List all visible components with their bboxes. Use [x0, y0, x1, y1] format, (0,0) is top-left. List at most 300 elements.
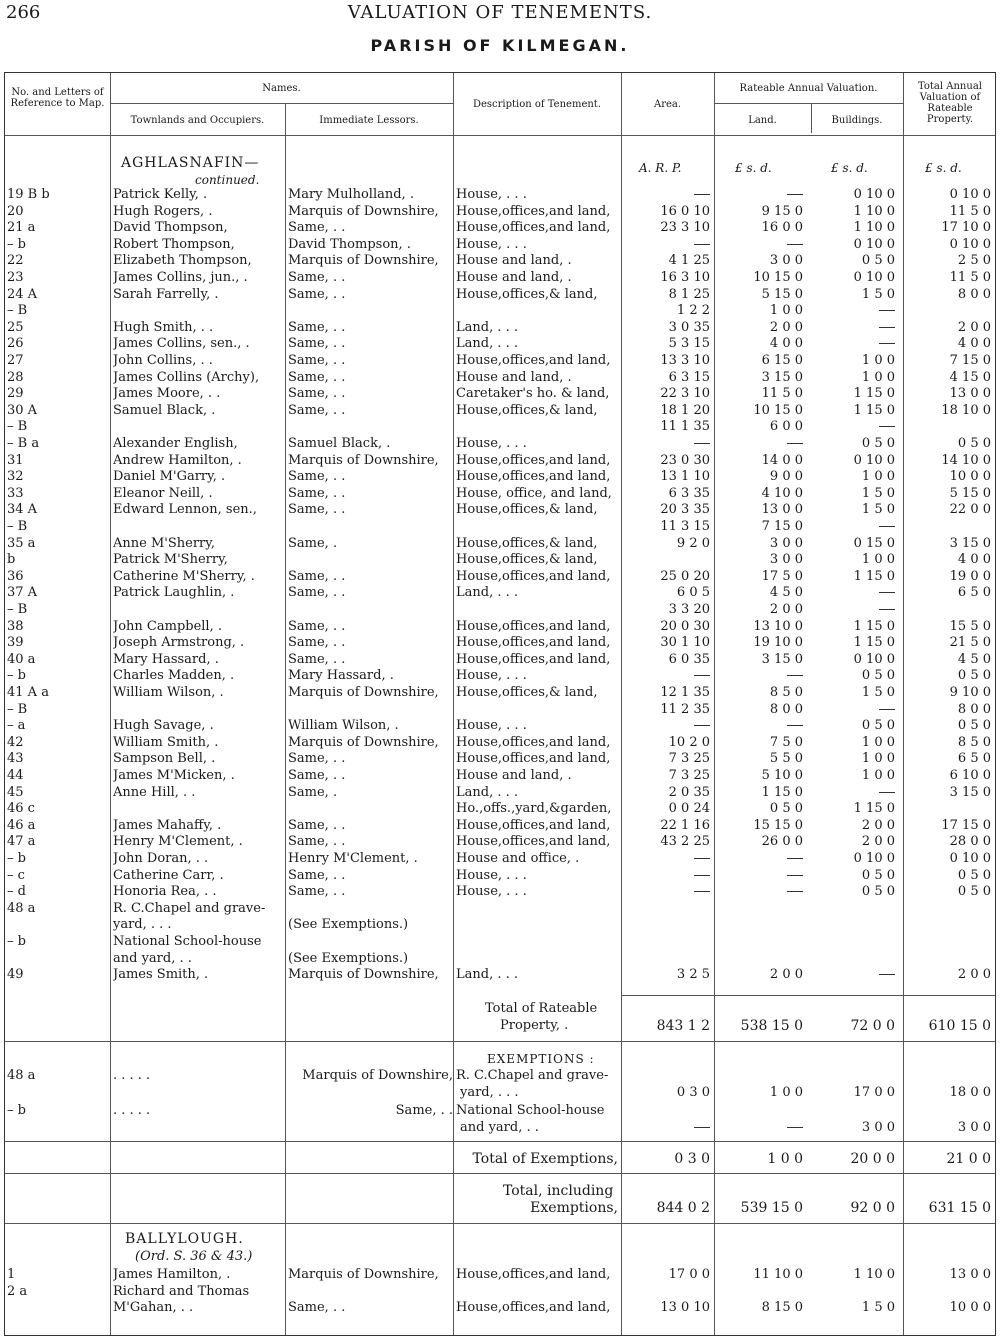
land-cell: [714, 718, 811, 735]
lessor-cell: Same, . .: [395, 1103, 453, 1118]
land-cell: 6 0 0: [769, 419, 803, 435]
description-cell: House,offices,and land,: [456, 1300, 611, 1316]
description-cell: House,offices,and land,: [456, 618, 611, 634]
lessors-header: Immediate Lessors.: [319, 115, 419, 126]
land-cell: [714, 187, 811, 204]
townland-continued: continued.: [195, 173, 260, 187]
ref-cell: 39: [7, 635, 24, 651]
occupier-cell: National School-house: [113, 934, 262, 949]
land-cell: 15 15 0: [753, 817, 803, 833]
buildings-cell: 1 5 0: [861, 502, 895, 518]
ref-cell: 38: [7, 618, 24, 634]
description-cell: House and land, .: [456, 270, 572, 285]
occupier-cell: Anne M'Sherry,: [113, 535, 215, 551]
total-cell: 0 5 0: [957, 668, 991, 684]
area-cell: 18 1 20: [660, 402, 710, 418]
area-cell: 13 0 10: [660, 1300, 710, 1316]
table-row: [5, 668, 995, 685]
ref-cell: 34 A: [7, 502, 38, 518]
description-cell: House,offices,and land,: [456, 734, 611, 750]
area-cell: 5 3 15: [668, 336, 710, 352]
land-cell: 9 0 0: [769, 469, 803, 485]
description-cell: Land, . . .: [456, 967, 519, 983]
description-cell: House,offices,& land,: [456, 552, 598, 568]
total-cell: 13 0 0: [949, 386, 991, 402]
description-cell: House,offices,and land,: [456, 751, 611, 767]
area-cell: 3 3 20: [668, 602, 710, 617]
description-cell: Land, . . .: [456, 585, 519, 601]
dash-mark: [879, 709, 895, 710]
ref-cell: – B: [7, 419, 28, 435]
table-row: [5, 635, 995, 652]
description-cell: House, . . .: [456, 718, 527, 734]
area-cell: 10 2 0: [668, 734, 710, 750]
lessor-cell: Same, . .: [288, 502, 346, 518]
buildings-cell: 1 0 0: [861, 768, 895, 783]
table-row: [5, 818, 995, 835]
description-cell: House and land, .: [456, 369, 572, 385]
land-cell: 6 15 0: [761, 353, 803, 368]
lessor-cell: Same, . .: [288, 884, 346, 900]
land-cell: 0 5 0: [769, 801, 803, 817]
dash-mark: [787, 194, 803, 195]
ref-cell: 36: [7, 568, 24, 584]
lessor-cell: Marquis of Downshire,: [288, 452, 439, 468]
occupier-cell: Sampson Bell, .: [113, 751, 216, 767]
land-cell: 8 5 0: [769, 685, 803, 700]
total-cell: 5 15 0: [949, 485, 991, 501]
lessor-cell: Same, . .: [288, 834, 346, 850]
ref-cell: 48 a: [7, 900, 36, 916]
area-cell: 20 3 35: [660, 502, 710, 518]
total-area: 843 1 2: [656, 1018, 710, 1034]
occupier-cell: James Smith, .: [113, 967, 209, 983]
land-cell: 13 0 0: [761, 502, 803, 518]
description-cell: House,offices,and land,: [456, 635, 611, 651]
exemption-row: [5, 1068, 995, 1085]
area-cell: 6 3 15: [668, 369, 710, 385]
exemption-row: [5, 1103, 995, 1120]
lessor-cell: William Wilson, .: [288, 718, 399, 734]
table-row: [5, 801, 995, 818]
occupiers-header: Townlands and Occupiers.: [130, 115, 265, 126]
buildings-cell: [811, 519, 903, 536]
occupier-cell: James Collins, sen., .: [113, 336, 250, 352]
table-row: [5, 486, 995, 503]
ref-cell: 21 a: [7, 220, 36, 236]
occupier-cell: James Moore, . .: [113, 386, 221, 402]
exemption-row-cont: [5, 1120, 995, 1137]
valuation-header: Rateable Annual Valuation.: [739, 83, 878, 94]
ref-cell: – c: [7, 867, 25, 883]
area-cell: 43 2 25: [660, 834, 710, 850]
total-cell: 11 5 0: [949, 270, 991, 285]
total-cell: 2 0 0: [957, 967, 991, 983]
total-cell: 9 10 0: [949, 685, 991, 700]
table-row: [5, 502, 995, 519]
total-cell: 4 15 0: [949, 369, 991, 385]
land-cell: 5 15 0: [761, 286, 803, 302]
buildings-cell: 0 5 0: [861, 436, 895, 451]
occupier-cell: Catherine M'Sherry, .: [113, 568, 255, 584]
table-row: [5, 602, 995, 619]
land-cell: 3 15 0: [761, 651, 803, 667]
occupier-cell: James M'Micken, .: [113, 768, 235, 783]
total-cell: 3 0 0: [957, 1119, 991, 1135]
table-row: [5, 718, 995, 735]
buildings-cell: 2 0 0: [861, 834, 895, 850]
total-land: 538 15 0: [740, 1018, 803, 1034]
total-cell: 0 5 0: [957, 436, 991, 451]
buildings-cell: 0 5 0: [861, 668, 895, 684]
ref-cell: 26: [7, 336, 24, 352]
occupier-cell: Elizabeth Thompson,: [113, 253, 252, 269]
section-rule: [5, 1041, 995, 1042]
buildings-cell: [811, 585, 903, 602]
ref-cell: – B: [7, 701, 28, 717]
occupier-cell: Andrew Hamilton, .: [113, 452, 242, 468]
buildings-cell: [811, 303, 903, 320]
buildings-cell: 1 5 0: [861, 1300, 895, 1316]
land-units: £ s. d.: [735, 161, 772, 175]
table-row: [5, 453, 995, 470]
table-row: [5, 1267, 995, 1284]
townland2-name: BALLYLOUGH.: [125, 1231, 244, 1247]
lessor-cell: Same, . .: [288, 270, 346, 285]
total-header: Total Annual Valuation of Rateable Property.: [918, 81, 982, 125]
buildings-header: Buildings.: [831, 115, 883, 126]
total-exemptions-label: Total of Exemptions,: [472, 1151, 618, 1167]
total-cell: 0 10 0: [949, 851, 991, 866]
exemptions-heading: EXEMPTIONS :: [487, 1052, 595, 1066]
table-row: [5, 934, 995, 951]
area-units: A. R. P.: [639, 161, 682, 175]
ref-cell: – b: [7, 236, 26, 252]
dash-mark: [879, 426, 895, 427]
land-cell: 9 15 0: [761, 203, 803, 219]
occupier-cell: Edward Lennon, sen.,: [113, 502, 257, 518]
section-rule: [5, 1141, 995, 1142]
ref-cell: 20: [7, 203, 24, 219]
table-row: [5, 652, 995, 669]
header-bottom: [5, 135, 995, 136]
occupier-cell: M'Gahan, . .: [113, 1300, 194, 1316]
table-row: [5, 536, 995, 553]
ref-cell: 29: [7, 386, 24, 402]
occupier-cell: Samuel Black, .: [113, 402, 216, 418]
total-cell: 11 5 0: [949, 203, 991, 219]
total-cell: 2 0 0: [957, 319, 991, 335]
buildings-cell: 3 0 0: [861, 1119, 895, 1135]
ref-cell: 1: [7, 1267, 16, 1282]
area-cell: 3 2 5: [676, 967, 710, 983]
description-cell: House and land, .: [456, 253, 572, 269]
ref-cell: 42: [7, 734, 24, 750]
description-cell: House, . . .: [456, 236, 527, 252]
area-cell: 22 3 10: [660, 386, 710, 402]
total-cell: 13 0 0: [949, 1267, 991, 1282]
table-row: [5, 336, 995, 353]
lessor-cell: Same, . .: [288, 618, 346, 634]
area-cell: [624, 436, 714, 453]
table-row: [5, 917, 995, 934]
occupier-cell: Honoria Rea, . .: [113, 884, 217, 900]
table-row: [5, 220, 995, 237]
area-cell: 11 2 35: [660, 701, 710, 717]
land-cell: 16 0 0: [761, 220, 803, 236]
lessor-cell: Same, . .: [288, 319, 346, 335]
ref-cell: – b: [7, 1103, 26, 1118]
table-row: [5, 187, 995, 204]
total-cell: 8 0 0: [957, 701, 991, 717]
total-cell: 28 0 0: [949, 834, 991, 850]
land-cell: 17 5 0: [761, 568, 803, 584]
lessor-cell: Same, . .: [288, 336, 346, 352]
lessor-cell: Same, . .: [288, 585, 346, 601]
total-cell: 3 15 0: [949, 535, 991, 551]
occupier-cell: Eleanor Neill, .: [113, 485, 213, 501]
table-row: [5, 519, 995, 536]
table-row: [5, 834, 995, 851]
ref-header: No. and Letters of Reference to Map.: [10, 87, 105, 109]
table-row: [5, 204, 995, 221]
area-cell: 4 1 25: [668, 253, 710, 269]
ref-cell: 40 a: [7, 651, 36, 667]
table-row: [5, 469, 995, 486]
ref-cell: 23: [7, 270, 24, 285]
lessor-cell: Same, . .: [288, 867, 346, 883]
description-cell: House,offices,& land,: [456, 286, 598, 302]
occupier-cell: R. C.Chapel and grave-: [113, 900, 266, 916]
dash-mark: [694, 443, 710, 444]
dash-mark: [694, 875, 710, 876]
area-cell: 11 1 35: [660, 419, 710, 435]
total-including-label: Total, including: [503, 1183, 614, 1199]
area-cell: 20 0 30: [660, 618, 710, 634]
total-buildings: 72 0 0: [850, 1018, 895, 1034]
occupier-cell: Charles Madden, .: [113, 668, 235, 684]
table-row: [5, 320, 995, 337]
occupier-cell: William Wilson, .: [113, 685, 224, 700]
buildings-cell: 1 15 0: [853, 618, 895, 634]
ref-cell: 47 a: [7, 834, 36, 850]
land-cell: 10 15 0: [753, 270, 803, 285]
exemptions-total: 21 0 0: [946, 1151, 991, 1167]
land-cell: 4 5 0: [769, 585, 803, 601]
dash-mark: [879, 327, 895, 328]
ref-cell: – b: [7, 668, 26, 684]
land-cell: 14 0 0: [761, 452, 803, 468]
total-exemptions-row: [5, 1151, 995, 1168]
area-cell: 30 1 10: [660, 635, 710, 651]
dash-mark: [694, 725, 710, 726]
land-cell: 19 10 0: [753, 635, 803, 651]
lessor-cell: Same, . .: [288, 1300, 346, 1316]
area-cell: [624, 868, 714, 885]
ref-cell: – B: [7, 519, 28, 534]
area-cell: 25 0 20: [660, 568, 710, 584]
lessor-cell: Same, . .: [288, 286, 346, 302]
land-cell: 8 0 0: [769, 701, 803, 717]
dash-mark: [879, 310, 895, 311]
page-title: VALUATION OF TENEMENTS.: [347, 2, 653, 23]
table-row: [5, 569, 995, 586]
buildings-cell: 1 0 0: [861, 469, 895, 485]
table-row: [5, 901, 995, 918]
occupier-cell: Daniel M'Garry, .: [113, 469, 226, 485]
lessor-cell: Same, . .: [288, 751, 346, 767]
buildings-cell: [811, 785, 903, 802]
page-number: 266: [6, 2, 41, 23]
buildings-cell: 1 10 0: [853, 203, 895, 219]
description-cell: House, . . .: [456, 668, 527, 684]
area-cell: 16 0 10: [660, 203, 710, 219]
ref-cell: – B: [7, 303, 28, 319]
dash-mark: [694, 194, 710, 195]
buildings-cell: [811, 602, 903, 619]
total-cell: 0 5 0: [957, 884, 991, 900]
lessor-cell: Mary Mulholland, .: [288, 187, 414, 202]
table-row: [5, 552, 995, 569]
description-cell: House,offices,and land,: [456, 834, 611, 850]
table-row: [5, 735, 995, 752]
exemptions-buildings: 20 0 0: [850, 1151, 895, 1167]
land-cell: 26 0 0: [761, 834, 803, 850]
occupier-cell: Alexander English,: [113, 436, 238, 451]
total-rule: [621, 995, 995, 996]
occupier-cell: Mary Hassard, .: [113, 651, 219, 667]
land-cell: 5 5 0: [769, 751, 803, 767]
occupier-cell: Hugh Rogers, .: [113, 203, 213, 219]
land-cell: 3 15 0: [761, 369, 803, 385]
ref-cell: b: [7, 552, 16, 568]
area-cell: 7 3 25: [668, 751, 710, 767]
occupier-cell: Patrick Laughlin, .: [113, 585, 235, 601]
dash-mark: [694, 858, 710, 859]
area-cell: 6 3 35: [668, 485, 710, 501]
land-cell: [714, 668, 811, 685]
area-cell: 7 3 25: [668, 768, 710, 783]
total-cell: 0 10 0: [949, 236, 991, 252]
table-row: [5, 270, 995, 287]
area-cell: 2 0 35: [668, 784, 710, 800]
area-cell: [624, 851, 714, 868]
total-cell: 17 10 0: [941, 220, 991, 236]
total-cell: 8 5 0: [957, 734, 991, 750]
occupier-cell: Hugh Smith, . .: [113, 319, 214, 335]
buildings-cell: 0 10 0: [853, 236, 895, 252]
lessor-cell: Same, . .: [288, 817, 346, 833]
buildings-cell: [811, 702, 903, 719]
occupier-cell: and yard, . .: [113, 950, 192, 966]
including-area: 844 0 2: [656, 1200, 710, 1216]
dash-mark: [787, 875, 803, 876]
total-cell: 0 5 0: [957, 718, 991, 734]
total-rateable-label: Total of Rateable: [485, 1001, 598, 1016]
total-cell: 3 15 0: [949, 784, 991, 800]
ref-cell: 28: [7, 369, 24, 385]
area-cell: 23 0 30: [660, 452, 710, 468]
total-cell: 4 0 0: [957, 336, 991, 352]
area-cell: [624, 718, 714, 735]
total-cell: 6 5 0: [957, 585, 991, 601]
lessor-cell: Henry M'Clement, .: [288, 851, 418, 866]
buildings-cell: 1 15 0: [853, 568, 895, 584]
occupier-cell: Joseph Armstrong, .: [113, 635, 245, 651]
lessor-cell: Same, . .: [288, 402, 346, 418]
description-cell: R. C.Chapel and grave-: [456, 1068, 609, 1083]
description-cell: House, office, and land,: [456, 485, 612, 501]
valuation-table: [4, 72, 996, 1336]
total-cell: 8 0 0: [957, 286, 991, 302]
table-row: [5, 386, 995, 403]
ref-cell: 49: [7, 967, 24, 983]
lessor-cell: Marquis of Downshire,: [288, 253, 439, 269]
land-cell: 2 0 0: [769, 602, 803, 617]
ref-cell: 35 a: [7, 535, 36, 551]
table-row: [5, 370, 995, 387]
lessor-cell: (See Exemptions.): [288, 917, 409, 933]
dash-mark: [787, 675, 803, 676]
lessor-cell: Marquis of Downshire,: [288, 734, 439, 750]
buildings-cell: 1 5 0: [861, 685, 895, 700]
buildings-cell: 1 0 0: [861, 552, 895, 568]
ref-cell: – b: [7, 851, 26, 866]
ref-cell: 22: [7, 253, 24, 269]
section-rule: [5, 1223, 995, 1224]
table-row: [5, 253, 995, 270]
land-cell: 1 0 0: [769, 1084, 803, 1100]
including-buildings: 92 0 0: [850, 1200, 895, 1216]
total-cell: 22 0 0: [949, 502, 991, 518]
description-cell: House,offices,and land,: [456, 469, 611, 485]
description-cell: Ho.,offs.,yard,&garden,: [456, 801, 612, 817]
area-cell: 0 0 24: [668, 801, 710, 817]
description-cell: Land, . . .: [456, 319, 519, 335]
dash-mark: [787, 443, 803, 444]
land-cell: 11 5 0: [761, 386, 803, 402]
total-including-row: [5, 1200, 995, 1217]
lessor-cell: Same, .: [288, 535, 338, 551]
dash-mark: [879, 974, 895, 975]
table-row: [5, 768, 995, 785]
description-cell: House, . . .: [456, 187, 527, 202]
area-cell: 13 1 10: [660, 469, 710, 485]
land-header: Land.: [748, 115, 777, 126]
land-cell: [714, 851, 811, 868]
land-cell: 2 0 0: [769, 319, 803, 335]
occupier-cell: James Collins, jun., .: [113, 270, 248, 285]
lessor-cell: Same, . .: [288, 768, 346, 783]
land-cell: [714, 884, 811, 901]
lessor-cell: Mary Hassard, .: [288, 668, 394, 684]
buildings-cell: 1 15 0: [853, 801, 895, 817]
land-cell: 5 10 0: [761, 768, 803, 783]
total-cell: 10 0 0: [949, 469, 991, 485]
buildings-cell: 2 0 0: [861, 817, 895, 833]
dash-mark: [787, 725, 803, 726]
table-row: [5, 419, 995, 436]
names-header: Names.: [262, 83, 301, 94]
dash-mark: [879, 343, 895, 344]
buildings-cell: 1 10 0: [853, 1267, 895, 1282]
occupier-cell: James Hamilton, .: [113, 1267, 231, 1282]
buildings-cell: 0 5 0: [861, 867, 895, 883]
table-row: [5, 868, 995, 885]
area-cell: [624, 187, 714, 204]
description-cell: Land, . . .: [456, 336, 519, 352]
total-cell: 0 5 0: [957, 867, 991, 883]
